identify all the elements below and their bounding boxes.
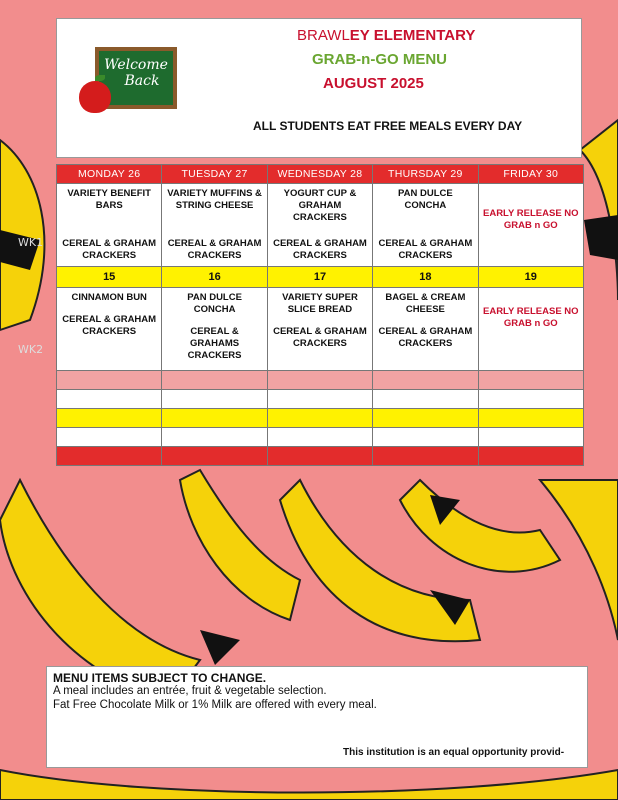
week2-row [57,288,584,371]
week2-wednesday [267,288,372,371]
week2-monday [57,288,162,371]
date-18: 18 [373,267,478,288]
day-header-row [57,165,584,184]
week1-tuesday [162,184,267,267]
logo-line1: Welcome [104,57,168,73]
menu-table [56,164,584,466]
week1-monday [57,184,162,267]
blank-row [57,428,584,447]
cereal-item: CEREAL & GRAHAM CRACKERS [378,326,473,349]
early-release-note: EARLY RELEASE NO GRAB n GO [483,306,579,329]
footer-panel [46,666,588,768]
date-16: 16 [162,267,267,288]
cereal-item: CEREAL & GRAHAM CRACKERS [273,326,367,349]
week1-wednesday [267,184,372,267]
header-panel [56,18,582,158]
menu-item: YOGURT CUP & GRAHAM CRACKERS [283,188,357,223]
blank-row [57,409,584,428]
week1-row [57,184,584,267]
equal-opportunity-note: This institution is an equal opportunity provid- [343,747,565,758]
blank-row [57,390,584,409]
week1-label: WK1 [18,236,44,249]
date-header-row [57,267,584,288]
day-tuesday: TUESDAY 27 [162,165,267,184]
menu-item: VARIETY BENEFIT BARS [67,188,151,211]
menu-item: VARIETY MUFFINS & STRING CHEESE [167,188,262,211]
meal-includes-note: A meal includes an entrée, fruit & vegetable selection. [53,685,327,697]
cereal-item: CEREAL & GRAHAMS CRACKERS [187,326,242,361]
cereal-item: CEREAL & GRAHAM CRACKERS [62,238,157,261]
week1-friday [478,184,583,267]
cereal-item: CEREAL & GRAHAM CRACKERS [62,314,157,337]
cereal-item: CEREAL & GRAHAM CRACKERS [167,238,262,261]
milk-note: Fat Free Chocolate Milk or 1% Milk are offered with every meal. [53,699,377,711]
menu-item: PAN DULCE CONCHA [398,188,453,211]
blank-row [57,371,584,390]
day-wednesday: WEDNESDAY 28 [267,165,372,184]
week2-friday [478,288,583,371]
cereal-item: CEREAL & GRAHAM CRACKERS [273,238,367,261]
menu-item: BAGEL & CREAM CHEESE [385,292,466,315]
day-monday: MONDAY 26 [57,165,162,184]
menu-item: CINNAMON BUN [71,292,147,303]
week2-tuesday [162,288,267,371]
logo-line2: Back [124,73,160,89]
blank-row [57,447,584,466]
week2-thursday [373,288,478,371]
menu-change-notice: MENU ITEMS SUBJECT TO CHANGE. [53,671,267,685]
date-15: 15 [57,267,162,288]
date-17: 17 [267,267,372,288]
menu-month: AUGUST 2025 [323,75,424,92]
menu-item: PAN DULCE CONCHA [187,292,242,315]
week2-label: WK2 [18,343,44,356]
free-meals-notice: ALL STUDENTS EAT FREE MEALS EVERY DAY [253,119,523,133]
cereal-item: CEREAL & GRAHAM CRACKERS [378,238,473,261]
date-19: 19 [478,267,583,288]
day-thursday: THURSDAY 29 [373,165,478,184]
apple-icon [79,81,111,113]
early-release-note: EARLY RELEASE NO GRAB n GO [483,208,579,231]
school-name: BRAWLEY ELEMENTARY [297,27,476,44]
menu-item: VARIETY SUPER SLICE BREAD [282,292,358,315]
week1-thursday [373,184,478,267]
day-friday: FRIDAY 30 [478,165,583,184]
menu-title: GRAB-n-GO MENU [312,51,447,68]
